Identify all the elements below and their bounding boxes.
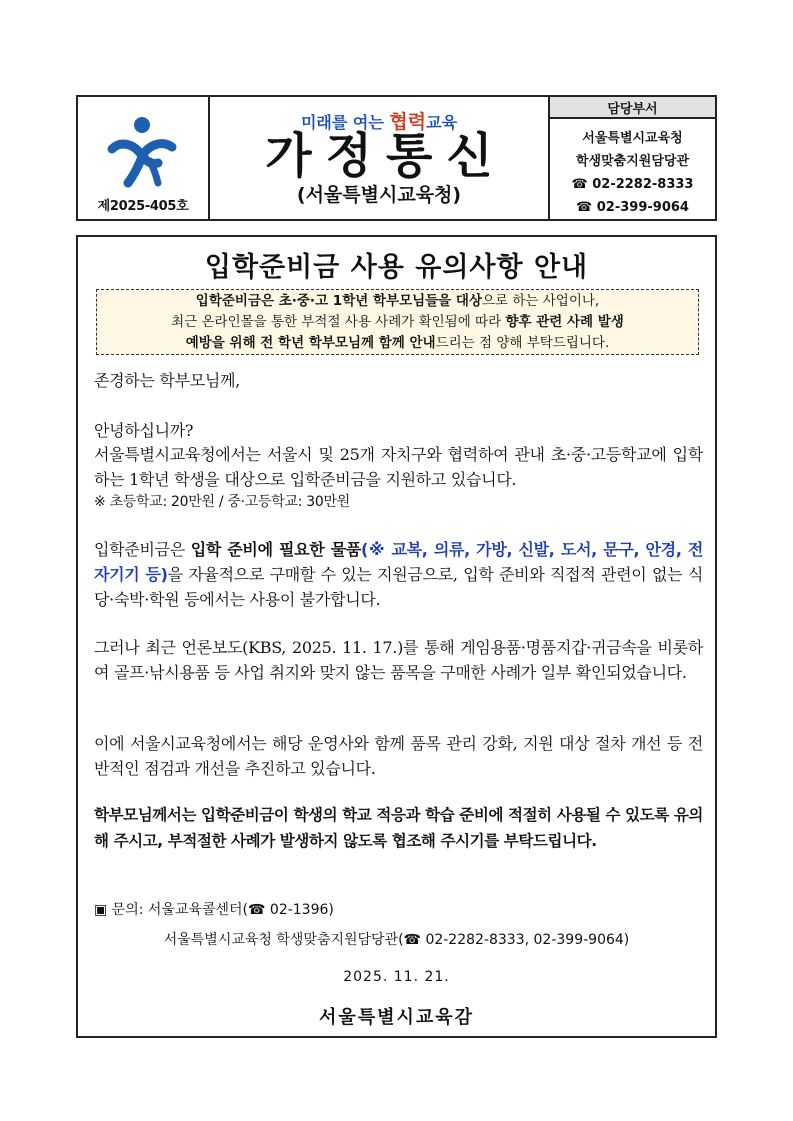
notice-line-3-bold: 예방을 위해 전 학년 학부모님께 함께 안내 <box>185 335 436 351</box>
notice-line-2 <box>97 312 698 333</box>
slogan-part-3: 교육 <box>426 113 458 132</box>
paragraph-3: 그러나 최근 언론보도(KBS, 2025. 11. 17.)를 통해 게임용품·명품지갑·귀금속을 비롯하여 골프·낚시용품 등 사업 취지와 맞지 않는 품목을 구매한 사례가 일부 확인되었습니다. <box>94 638 703 682</box>
notice-line-3-rest: 드리는 점 양해 부탁드립니다. <box>435 335 610 351</box>
newsletter-subtitle: (서울특별시교육청) <box>296 184 462 206</box>
notice-box <box>96 289 699 355</box>
signer: 서울특별시교육감 <box>318 1007 475 1028</box>
notice-line-1-rest: 으로 하는 사업이나, <box>482 293 600 309</box>
contact-line-2: 서울특별시교육청 학생맞춤지원담당관(☎ 02-2282-8333, 02-399-9064) <box>163 932 630 948</box>
seoul-education-logo <box>106 111 178 191</box>
notice-line-1 <box>97 291 698 312</box>
department-phone-2: ☎ 02-399-9064 <box>576 200 689 215</box>
paragraph-2-d: 을 자율적으로 구매할 수 있는 지원금으로, 입학 준비와 직접적 관련이 없는 식당·숙박·학원 등에서는 사용이 불가합니다. <box>94 565 703 609</box>
department-org: 서울특별시교육청 <box>582 131 683 146</box>
department-office: 학생맞춤지원담당관 <box>575 154 690 169</box>
paragraph-2-items: (※ 교복, 의류, 가방, 신발, 도서, 문구, 안경, 전자기기 등) <box>94 540 703 584</box>
department-info <box>550 119 715 219</box>
header-box <box>76 95 717 221</box>
issue-date: 2025. 11. 21. <box>343 969 450 985</box>
paragraph-4: 이에 서울시교육청에서는 해당 운영사와 함께 품목 관리 강화, 지원 대상 절차 개선 등 전반적인 점검과 개선을 추진하고 있습니다. <box>94 734 703 778</box>
department-label: 담당부서 <box>550 97 715 119</box>
amount-note: ※ 초등학교: 20만원 / 중·고등학교: 30만원 <box>94 494 350 510</box>
notice-line-1-bold: 입학준비금은 초·중·고 1학년 학부모님들을 대상 <box>195 293 483 309</box>
paragraph-2-a: 입학준비금은 <box>94 540 191 559</box>
closing-request: 학부모님께서는 입학준비금이 학생의 학교 적응과 학습 준비에 적절히 사용될 수 있도록 유의해 주시고, 부적절한 사례가 발생하지 않도록 협조해 주시기를 부탁드립니다. <box>94 806 703 850</box>
newsletter-title: 가정통신 <box>265 128 507 184</box>
contact-line: ▣ 문의: 서울교육콜센터(☎ 02-1396) <box>94 902 334 918</box>
document-title: 입학준비금 사용 유의사항 안내 <box>204 252 589 283</box>
department-cell <box>550 97 715 219</box>
notice-line-3 <box>97 333 698 354</box>
paragraph-2 <box>94 537 703 612</box>
department-phone-1: ☎ 02-2282-8333 <box>571 177 694 192</box>
paragraph-2-emphasis: 입학 준비에 필요한 물품 <box>190 540 362 559</box>
notice-line-2-bold: 향후 관련 사례 발생 <box>505 314 624 330</box>
issue-number: 제2025-405호 <box>97 199 189 214</box>
content-box <box>76 235 717 1038</box>
slogan-part-2: 협력 <box>389 111 427 133</box>
logo-cell <box>78 97 210 219</box>
notice-line-2-plain: 최근 온라인몰을 통한 부적절 사용 사례가 확인됨에 따라 <box>171 314 506 330</box>
hello-line: 안녕하십니까? <box>94 421 194 440</box>
slogan-part-1: 미래를 여는 <box>300 113 390 132</box>
title-cell <box>210 97 550 219</box>
paragraph-1: 서울특별시교육청에서는 서울시 및 25개 자치구와 협력하여 관내 초·중·고등학교에 입학하는 1학년 학생을 대상으로 입학준비금을 지원하고 있습니다. <box>94 445 703 489</box>
greeting: 존경하는 학부모님께, <box>94 371 240 390</box>
